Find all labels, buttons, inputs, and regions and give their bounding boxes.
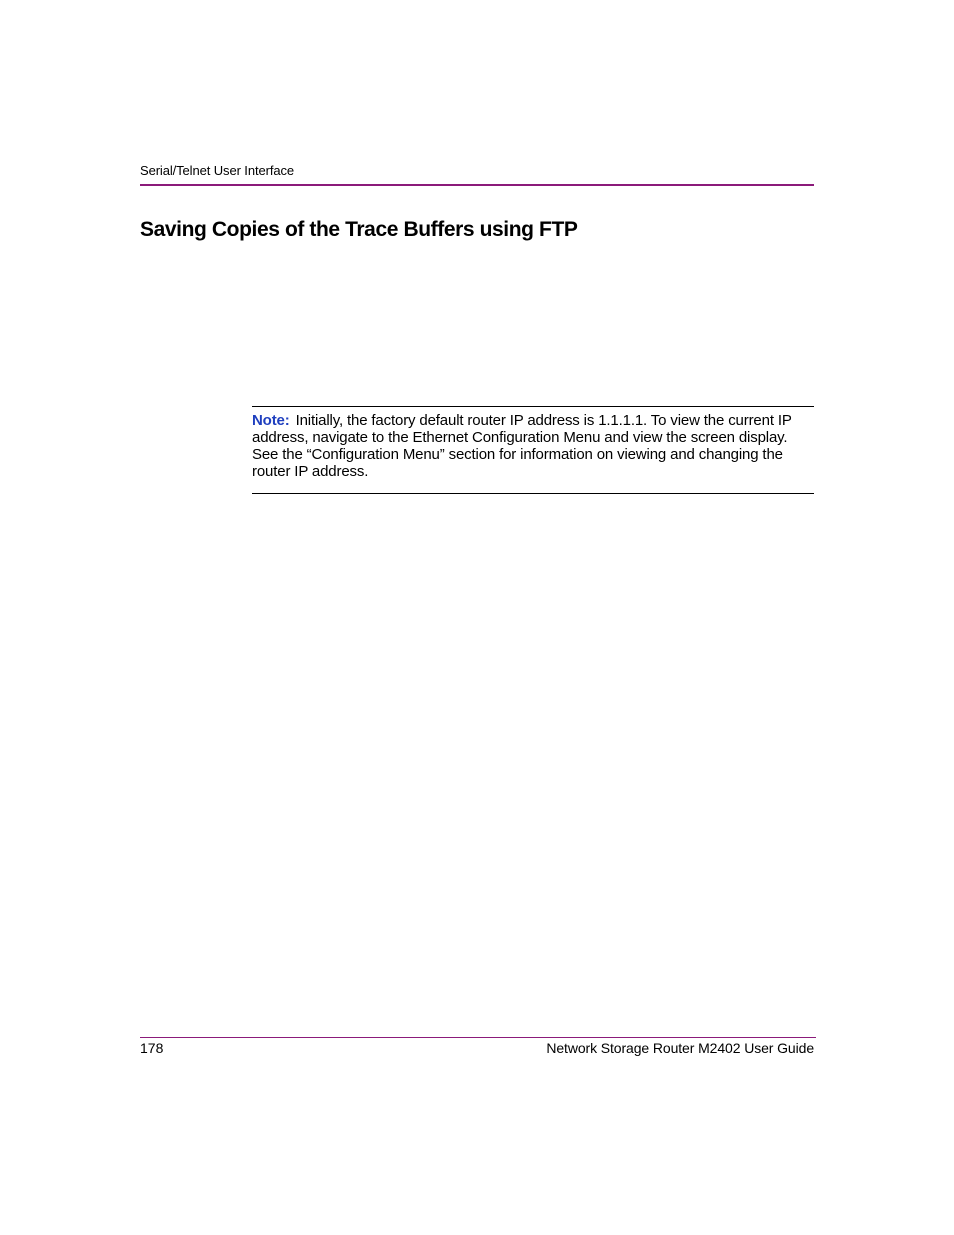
- header-divider: [140, 184, 814, 186]
- running-header: Serial/Telnet User Interface: [140, 163, 294, 178]
- footer-divider: [140, 1037, 816, 1038]
- note-label: Note:: [252, 412, 290, 429]
- note-text: Initially, the factory default router IP address is 1.1.1.1. To view the current IP address, navigate to the Ethernet Configuration Menu and view the screen display. See the “Configuration Menu” section for information on viewing and changing the router IP address.: [252, 412, 792, 480]
- note-box: [252, 406, 814, 494]
- page-number: 178: [140, 1040, 164, 1056]
- document-title: Network Storage Router M2402 User Guide: [546, 1040, 814, 1056]
- section-title: Saving Copies of the Trace Buffers using FTP: [140, 218, 578, 241]
